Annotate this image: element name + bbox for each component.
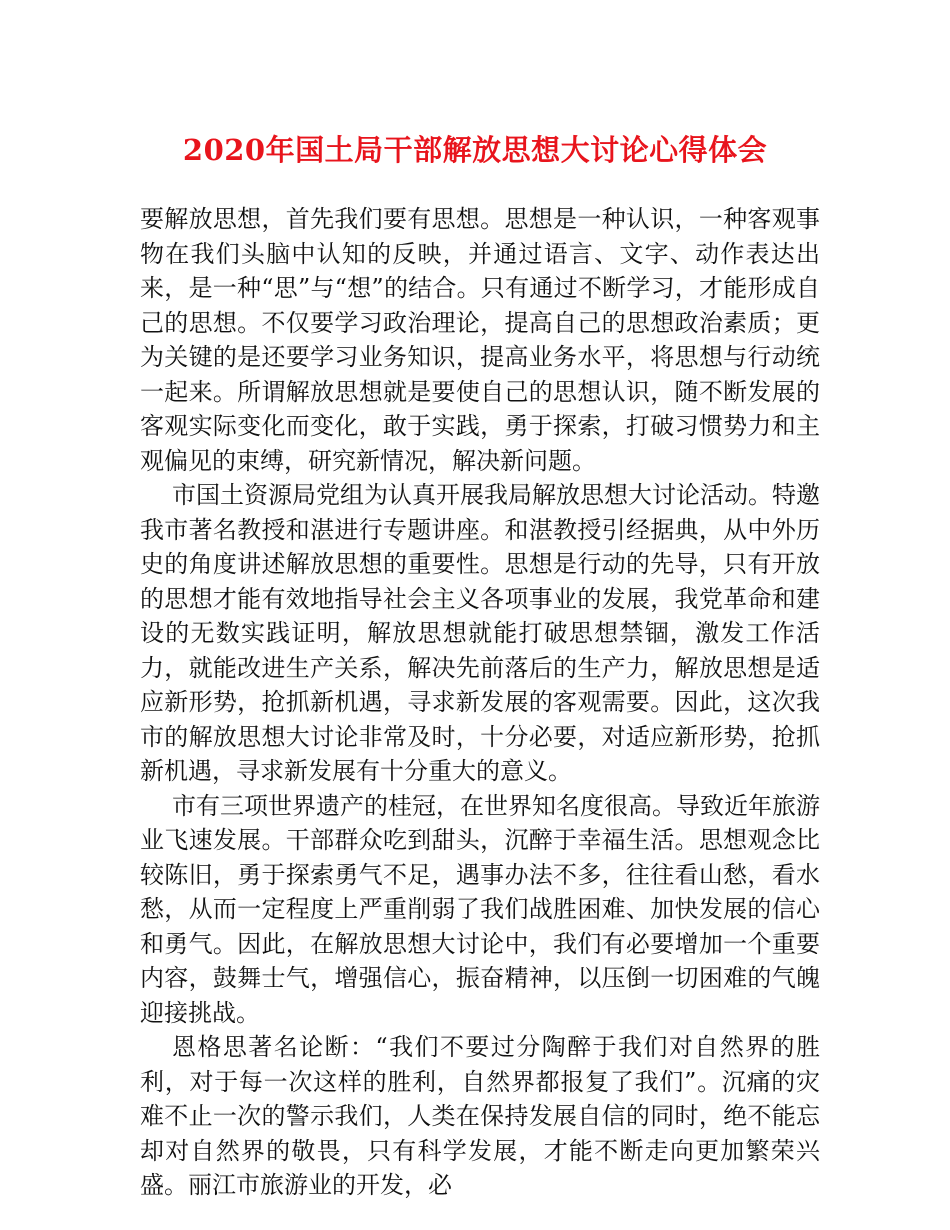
document-body [140, 202, 820, 1203]
paragraph-3: 市有三项世界遗产的桂冠，在世界知名度很高。导致近年旅游业飞速发展。干部群众吃到甜头，沉醉于幸福生活。思想观念比较陈旧，勇于探索勇气不足，遇事办法不多，往往看山愁，看水愁，从而一定程度上严重削弱了我们战胜困难、加快发展的信心和勇气。因此，在解放思想大讨论中，我们有必要增加一个重要内容，鼓舞士气，增强信心，振奋精神，以压倒一切困难的气魄迎接挑战。 [140, 791, 820, 1027]
paragraph-1: 要解放思想，首先我们要有思想。思想是一种认识，一种客观事物在我们头脑中认知的反映，并通过语言、文字、动作表达出来，是一种“思”与“想”的结合。只有通过不断学习，才能形成自己的思想。不仅要学习政治理论，提高自己的思想政治素质；更为关键的是还要学习业务知识，提高业务水平，将思想与行动统一起来。所谓解放思想就是要使自己的思想认识，随不断发展的客观实际变化而变化，敢于实践，勇于探索，打破习惯势力和主观偏见的束缚，研究新情况，解决新问题。 [140, 205, 820, 475]
document-title: 2020年国土局干部解放思想大讨论心得体会 [182, 133, 768, 167]
paragraph-4: 恩格思著名论断：“我们不要过分陶醉于我们对自然界的胜利，对于每一次这样的胜利，自然界都报复了我们”。沉痛的灾难不止一次的警示我们，人类在保持发展自信的同时，绝不能忘却对自然界的敬畏，只有科学发展，才能不断走向更加繁荣兴盛。丽江市旅游业的开发，必 [140, 1033, 820, 1199]
paragraph-2: 市国土资源局党组为认真开展我局解放思想大讨论活动。特邀我市著名教授和湛进行专题讲座。和湛教授引经据典，从中外历史的角度讲述解放思想的重要性。思想是行动的先导，只有开放的思想才能有效地指导社会主义各项事业的发展，我党革命和建设的无数实践证明，解放思想就能打破思想禁锢，激发工作活力，就能改进生产关系，解决先前落后的生产力，解放思想是适应新形势，抢抓新机遇，寻求新发展的客观需要。因此，这次我市的解放思想大讨论非常及时，十分必要，对适应新形势，抢抓新机遇，寻求新发展有十分重大的意义。 [140, 481, 820, 785]
